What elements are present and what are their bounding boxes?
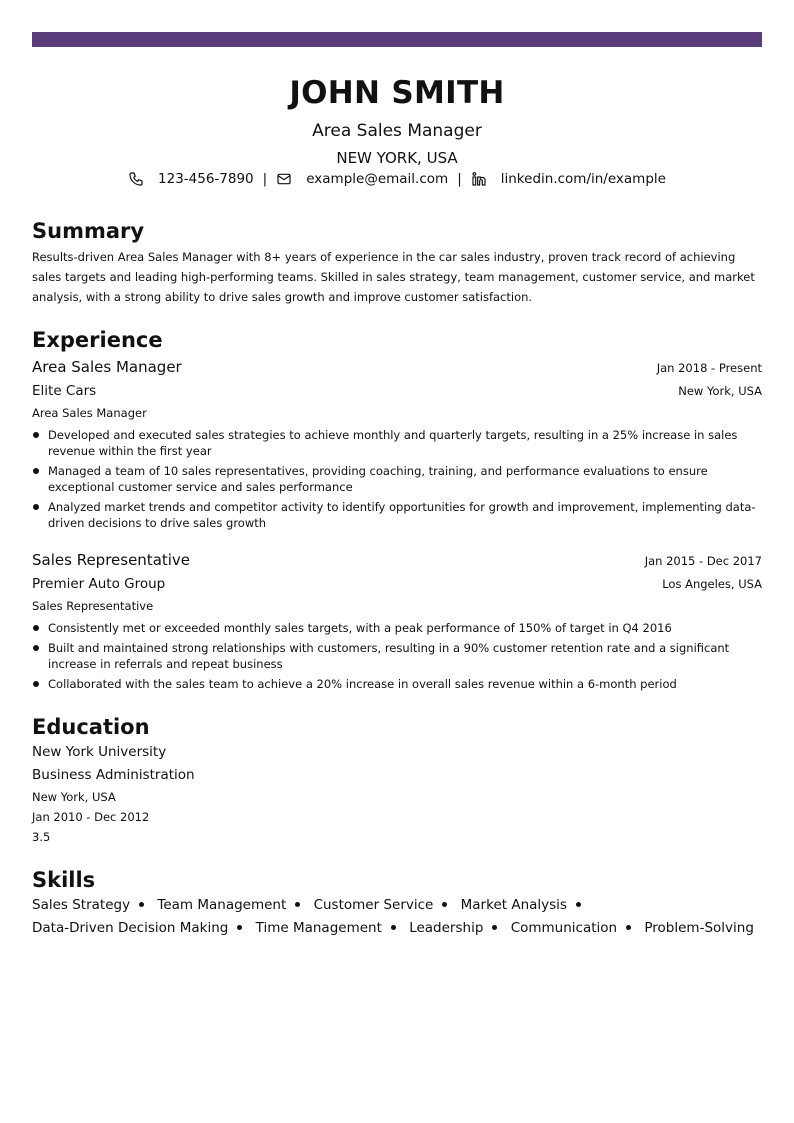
phone-number[interactable]: 123-456-7890 [158,171,254,187]
skill-separator [391,925,396,930]
candidate-name: JOHN SMITH [289,75,505,111]
skill-item: Customer Service [313,897,434,913]
candidate-location: NEW YORK, USA [336,149,458,167]
email-link[interactable]: example@email.com [306,171,449,187]
skills-section [32,867,762,940]
skill-separator [492,925,497,930]
skill-separator [139,902,144,907]
experience-section [32,327,762,692]
job-location: Los Angeles, USA [662,577,762,591]
education-field: Business Administration [32,767,195,783]
skill-item: Time Management [255,920,382,936]
summary-heading: Summary [32,219,145,243]
skill-separator [442,902,447,907]
skill-item: Leadership [409,920,484,936]
job-title: Sales Representative [32,551,191,569]
bullet-item: Built and maintained strong relationships with customers, resulting in a 90% customer retention rate and a significant increase in referrals and repeat business [32,640,762,672]
job-entry [32,355,762,531]
bullet-item: Developed and executed sales strategies to achieve monthly and quarterly targets, resulting in a 25% increase in sales revenue within the first year [32,427,762,459]
linkedin-link[interactable]: linkedin.com/in/example [500,171,666,187]
contact-line [32,170,762,188]
mail-icon [276,171,292,187]
skill-item: Communication [510,920,618,936]
skill-separator [576,902,581,907]
summary-section [32,218,762,307]
education-heading: Education [32,715,150,739]
skill-item: Sales Strategy [32,897,131,913]
job-entry [32,548,762,692]
experience-heading: Experience [32,328,163,352]
bullet-item: Managed a team of 10 sales representatives, providing coaching, training, and performance evaluations to ensure exceptional customer service and sales performance [32,463,762,495]
job-company: Elite Cars [32,383,97,399]
skill-separator [237,925,242,930]
education-dates: Jan 2010 - Dec 2012 [32,810,150,824]
skill-separator [295,902,300,907]
education-gpa: 3.5 [32,830,51,844]
contact-separator: | [262,171,268,187]
job-dates: Jan 2018 - Present [656,361,762,375]
accent-bar [32,32,762,47]
skill-item: Market Analysis [460,897,567,913]
skills-list [32,894,762,940]
bullet-item: Analyzed market trends and competitor activity to identify opportunities for growth and improvement, implementing data-driven decisions to drive sales growth [32,499,762,531]
education-school: New York University [32,744,167,760]
job-bullets [32,427,762,531]
job-title: Area Sales Manager [32,358,182,376]
contact-separator: | [457,171,462,187]
education-location: New York, USA [32,790,116,804]
job-role: Sales Representative [32,599,154,613]
skill-separator [626,925,631,930]
resume-page [32,32,762,940]
candidate-title: Area Sales Manager [312,121,482,141]
skill-item: Problem-Solving [644,920,754,936]
skill-item: Data-Driven Decision Making [32,920,229,936]
job-bullets [32,620,762,692]
education-section [32,714,762,847]
skill-item: Team Management [157,897,287,913]
job-dates: Jan 2015 - Dec 2017 [644,554,762,568]
linkedin-icon [471,171,487,187]
job-location: New York, USA [678,384,762,398]
bullet-item: Collaborated with the sales team to achieve a 20% increase in overall sales revenue within a 6-month period [32,676,762,692]
phone-icon [128,171,144,187]
summary-text: Results-driven Area Sales Manager with 8+ years of experience in the car sales industry, proven track record of achieving sales targets and leading high-performing teams. Skilled in sales strategy, team management, customer service, and market analysis, with a strong ability to drive sales growth and improve customer satisfaction. [32,250,755,304]
skills-heading: Skills [32,868,96,892]
bullet-item: Consistently met or exceeded monthly sales targets, with a peak performance of 150% of target in Q4 2016 [32,620,762,636]
job-company: Premier Auto Group [32,576,166,592]
job-role: Area Sales Manager [32,406,147,420]
